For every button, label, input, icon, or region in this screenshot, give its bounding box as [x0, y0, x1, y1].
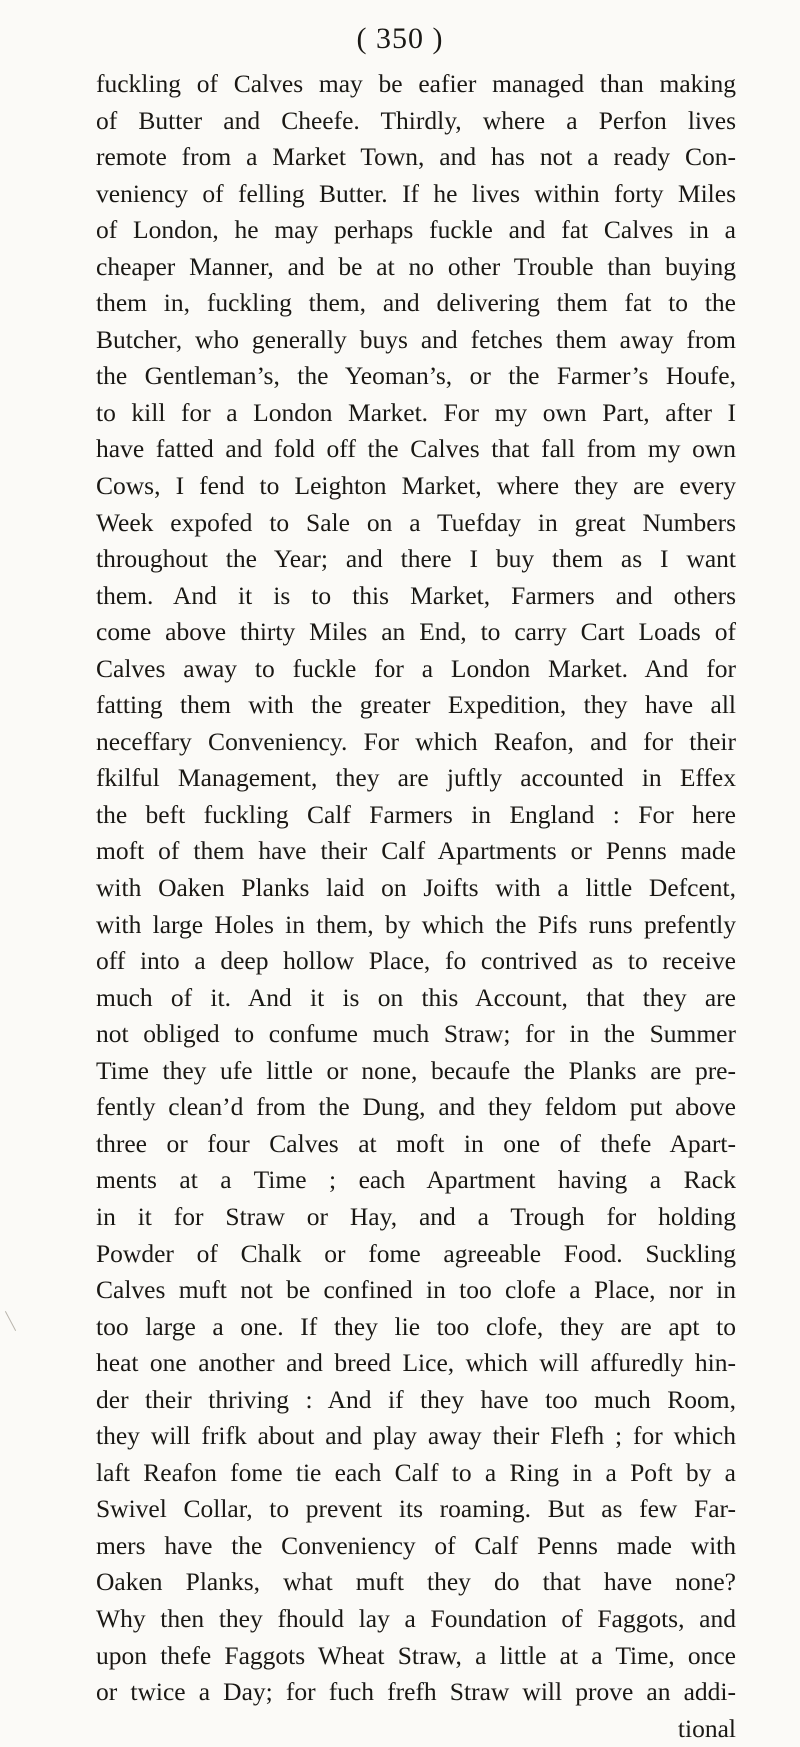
text-line: much of it. And it is on this Account, that they are [96, 982, 736, 1012]
text-line: heat one another and breed Lice, which will affuredly hin- [96, 1348, 736, 1378]
text-line: veniency of felling Butter. If he lives within forty Miles [96, 178, 736, 208]
text-line: cheaper Manner, and be at no other Trouble than buying [96, 251, 736, 281]
text-line: off into a deep hollow Place, fo contrived as to receive [96, 946, 736, 976]
text-line: Calves away to fuckle for a London Market. And for [96, 653, 736, 683]
text-line: Week expofed to Sale on a Tuefday in great Numbers [96, 507, 736, 537]
text-line: them in, fuckling them, and delivering them fat to the [96, 288, 736, 318]
text-line: ments at a Time ; each Apartment having a Rack [96, 1165, 736, 1195]
text-line: with large Holes in them, by which the Pifs runs prefently [96, 909, 736, 939]
text-line: of Butter and Cheefe. Thirdly, where a Perfon lives [96, 105, 736, 135]
text-line: with Oaken Planks laid on Joifts with a little Defcent, [96, 873, 736, 903]
text-line: fently clean’d from the Dung, and they feldom put above [96, 1092, 736, 1122]
text-line: in it for Straw or Hay, and a Trough for holding [96, 1201, 736, 1231]
text-line: der their thriving : And if they have too much Room, [96, 1384, 736, 1414]
text-line: three or four Calves at moft in one of thefe Apart- [96, 1128, 736, 1158]
text-line: mers have the Conveniency of Calf Penns made with [96, 1530, 736, 1560]
text-line: or twice a Day; for fuch frefh Straw will prove an addi- [96, 1677, 736, 1707]
text-line: fkilful Management, they are juftly accounted in Effex [96, 763, 736, 793]
text-line: Oaken Planks, what muft they do that have none? [96, 1567, 736, 1597]
text-line: remote from a Market Town, and has not a ready Con- [96, 142, 736, 172]
text-line: Why then they fhould lay a Foundation of Faggots, and [96, 1603, 736, 1633]
body-text [96, 66, 736, 1747]
text-line: throughout the Year; and there I buy them as I want [96, 544, 736, 574]
text-line: the Gentleman’s, the Yeoman’s, or the Farmer’s Houfe, [96, 361, 736, 391]
margin-mark [5, 1311, 16, 1331]
page-number: ( 350 ) [356, 22, 444, 55]
text-line: Time they ufe little or none, becaufe the Planks are pre- [96, 1055, 736, 1085]
text-line: fatting them with the greater Expedition, they have all [96, 690, 736, 720]
text-line: Butcher, who generally buys and fetches them away from [96, 324, 736, 354]
text-line: upon thefe Faggots Wheat Straw, a little at a Time, once [96, 1640, 736, 1670]
text-line: come above thirty Miles an End, to carry Cart Loads of [96, 617, 736, 647]
text-line: have fatted and fold off the Calves that fall from my own [96, 434, 736, 464]
text-line: laft Reafon fome tie each Calf to a Ring in a Poft by a [96, 1457, 736, 1487]
text-line: the beft fuckling Calf Farmers in England : For here [96, 799, 736, 829]
text-line: they will frifk about and play away their Flefh ; for which [96, 1421, 736, 1451]
text-line: too large a one. If they lie too clofe, they are apt to [96, 1311, 736, 1341]
text-line: Swivel Collar, to prevent its roaming. But as few Far- [96, 1494, 736, 1524]
text-line: not obliged to confume much Straw; for in the Summer [96, 1019, 736, 1049]
text-line: of London, he may perhaps fuckle and fat Calves in a [96, 215, 736, 245]
text-line: Powder of Chalk or fome agreeable Food. Suckling [96, 1238, 736, 1268]
text-line: neceffary Conveniency. For which Reafon, and for their [96, 726, 736, 756]
text-line: Cows, I fend to Leighton Market, where they are every [96, 471, 736, 501]
catchword: tional [677, 1713, 736, 1743]
text-line: to kill for a London Market. For my own Part, after I [96, 397, 736, 427]
text-line: them. And it is to this Market, Farmers and others [96, 580, 736, 610]
text-line: Calves muft not be confined in too clofe a Place, nor in [96, 1275, 736, 1305]
text-line: moft of them have their Calf Apartments or Penns made [96, 836, 736, 866]
text-line: fuckling of Calves may be eafier managed than making [96, 69, 736, 98]
